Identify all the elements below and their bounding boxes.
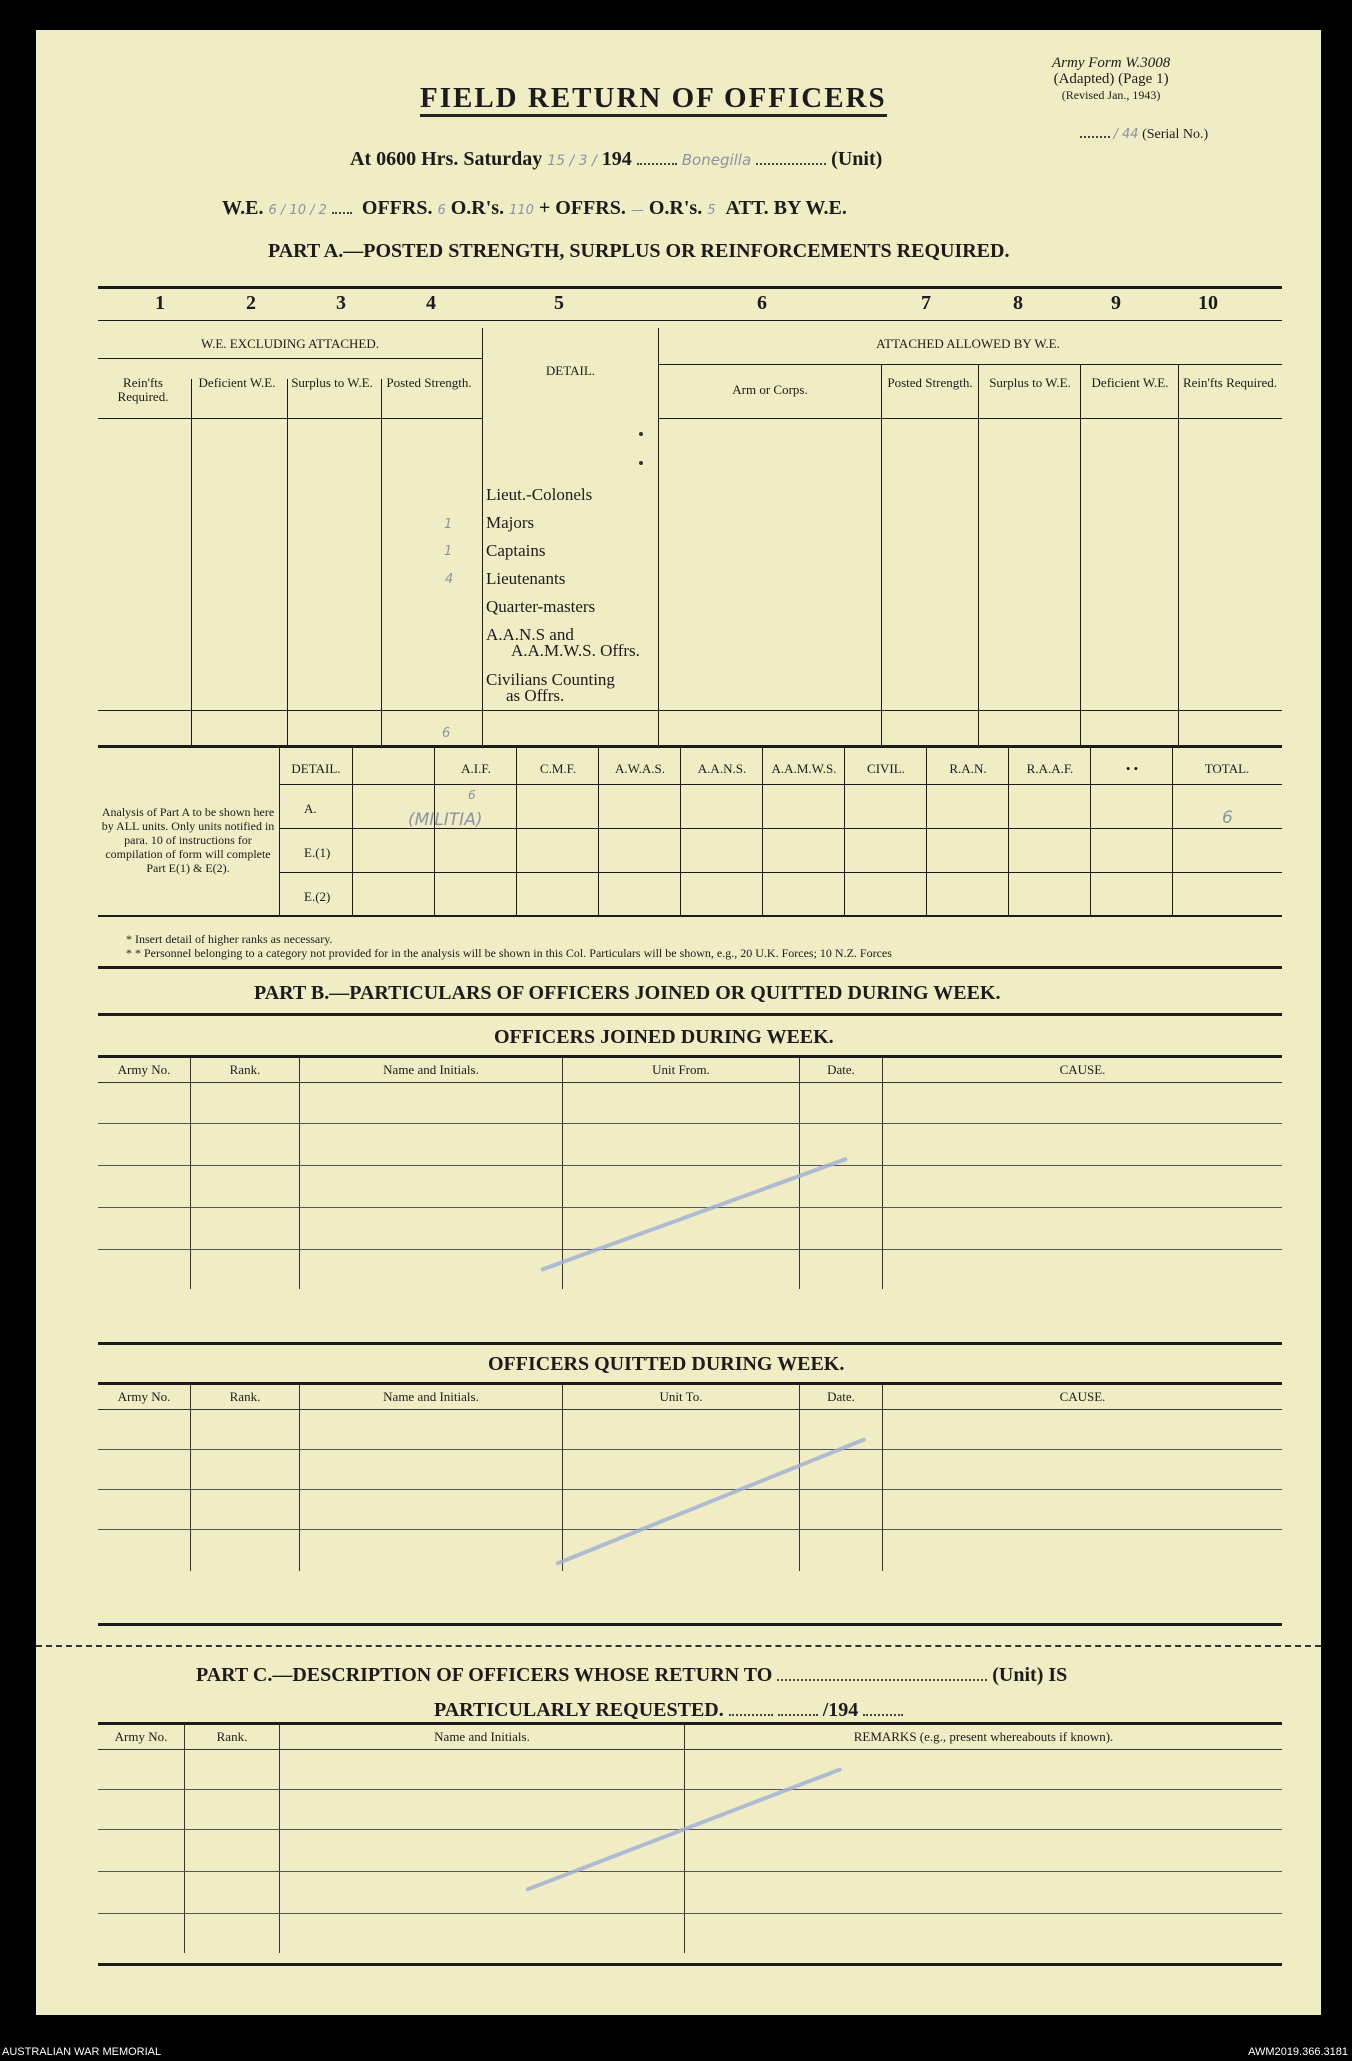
vline-5 [658,328,659,745]
part-c-row [98,1829,1282,1871]
analysis-header-aamws: A.A.M.W.S. [771,761,837,776]
col-number-8: 8 [1013,292,1023,314]
col-number-3: 3 [336,292,346,314]
part-c-header-name: Name and Initials. [280,1725,685,1749]
analysis-row-e1: E.(1) [304,845,331,860]
col-number-10: 10 [1198,292,1218,314]
vline-7 [978,365,979,745]
we-hand: 6 / 10 / 2 [268,203,327,218]
joined-header-name: Name and Initials. [300,1058,563,1082]
col-number-2: 2 [246,292,256,314]
col-number-5: 5 [554,292,564,314]
plus-offrs-hand: — [630,203,644,218]
serial-dots [1080,118,1110,138]
quitted-header-unit-to: Unit To. [563,1385,800,1409]
analysis-bottom-rule [98,915,1282,917]
analysis-header-aans: A.A.N.S. [697,761,747,776]
att-label: ATT. BY W.E. [725,197,847,219]
right-header-arm: Arm or Corps. [732,382,808,397]
analysis-header-cmf: C.M.F. [539,761,577,776]
part-c-unit-label: (Unit) IS [992,1664,1068,1686]
joined-row [98,1165,1282,1207]
analysis-row-a: A. [304,801,317,816]
joined-header-cause: CAUSE. [883,1058,1283,1082]
col-number-6: 6 [757,292,767,314]
part-c-header-rank: Rank. [185,1725,280,1749]
detail-majors: Majors [486,513,535,532]
quitted-title: OFFICERS QUITTED DURING WEEK. [488,1353,845,1375]
analysis-header-civil: CIVIL. [867,761,905,776]
we-dots [332,194,352,214]
att-group-rule [658,364,1282,365]
left-header-posted: Posted Strength. [386,375,472,390]
form-title: FIELD RETURN OF OFFICERS [420,82,887,117]
hand-total-col4: 6 [442,726,451,741]
joined-row [98,1082,1282,1123]
analysis-header-raaf: R.A.A.F. [1026,761,1074,776]
part-c-header-army-no: Army No. [98,1725,185,1749]
asterisk-dot-2 [639,461,643,465]
vline-2 [287,379,288,745]
serial-hand: / 44 [1113,127,1139,142]
quitted-header-name: Name and Initials. [300,1385,563,1409]
tear-line [36,1645,1321,1647]
col-number-rule [98,320,1282,321]
quitted-table [98,1385,1282,1571]
part-a-total-rule [98,710,1282,711]
right-header-posted: Posted Strength. [887,375,973,390]
part-b-title-rule [98,1013,1282,1016]
ors2-hand: 5 [707,203,716,218]
part-c-bottom-rule [98,1963,1282,1966]
date-hand: 15 / 3 / [547,153,597,169]
form-ref-line1: Army Form W.3008 [1052,55,1171,71]
analysis-header-total: TOTAL. [1204,761,1250,776]
part-c-header-remarks: REMARKS (e.g., present whereabouts if known). [685,1725,1283,1749]
form-reference [1052,55,1170,103]
analysis-header-detail: DETAIL. [291,761,341,776]
col-number-7: 7 [921,292,931,314]
joined-row [98,1249,1282,1289]
form-sheet [36,30,1321,2015]
unit-dots [756,145,826,165]
analysis-header-ran: R.A.N. [949,761,987,776]
part-c-line2 [434,1696,903,1722]
left-subheader-rule [98,418,482,419]
part-c-date-dots-2 [778,1696,818,1716]
we-label: W.E. [222,197,264,219]
quitted-header-army-no: Army No. [98,1385,191,1409]
part-c-row [98,1789,1282,1829]
we-group-rule [98,358,482,359]
report-date-line [350,145,882,171]
attached-allowed-heading: ATTACHED ALLOWED BY W.E. [876,336,1060,351]
detail-as-offrs: as Offrs. [506,686,565,705]
footnote-1: * Insert detail of higher ranks as necessary. [126,932,333,946]
analysis-row-rule-2 [279,872,1282,873]
analysis-vline-1 [352,748,353,915]
vline-3 [381,379,382,745]
archive-caption-right: AWM2019.366.3181 [1248,2046,1348,2058]
joined-header-rank: Rank. [191,1058,300,1082]
col-number-4: 4 [426,292,436,314]
ors-hand: 110 [509,203,534,218]
detail-heading: DETAIL. [545,363,596,378]
left-header-reinfts: Rein'fts Required. [117,375,169,404]
analysis-header-rule [279,784,1282,785]
quitted-row [98,1449,1282,1489]
analysis-header-aif: A.I.F. [461,761,491,776]
quitted-header-rank: Rank. [191,1385,300,1409]
detail-aans: A.A.N.S and [486,625,574,644]
hand-majors: 1 [444,517,453,532]
part-c-row [98,1913,1282,1953]
establishment-line [222,194,847,220]
hand-militia-note: (MILITIA) [408,810,483,830]
hand-captains: 1 [444,544,453,559]
quitted-row [98,1529,1282,1571]
quitted-header-cause: CAUSE. [883,1385,1283,1409]
date-prefix: At 0600 Hrs. Saturday [350,148,543,170]
offrs-hand: 6 [437,203,446,218]
offrs-label: OFFRS. [361,197,433,219]
part-c-year: /194 [822,1699,859,1721]
quitted-row [98,1409,1282,1449]
left-header-deficient: Deficient W.E. [198,375,276,390]
joined-header-date: Date. [800,1058,883,1082]
hand-lieutenants: 4 [445,572,454,587]
detail-lt-colonels: Lieut.-Colonels [486,485,593,504]
part-b-top-rule [98,966,1282,969]
plus-offrs-label: + OFFRS. [538,197,626,219]
part-a-top-rule [98,286,1282,289]
vline-8 [1080,365,1081,745]
right-header-reinfts: Rein'fts Required. [1182,375,1278,390]
ors2-label: O.R's. [648,197,703,219]
part-c-date-dots-3 [863,1696,903,1716]
date-year: 194 [601,148,632,170]
unit-hand: Bonegilla [681,151,752,169]
serial-label: (Serial No.) [1142,127,1209,142]
quitted-bottom-rule [98,1623,1282,1626]
asterisk-dot-1 [639,432,643,436]
ors-label: O.R's. [450,197,505,219]
part-c-requested: PARTICULARLY REQUESTED. [434,1699,724,1721]
joined-title: OFFICERS JOINED DURING WEEK. [494,1026,834,1048]
analysis-header-awas: A.W.A.S. [614,761,666,776]
vline-6 [881,365,882,745]
form-ref-line3: (Revised Jan., 1943) [1061,88,1161,102]
part-b-title: PART B.—PARTICULARS OF OFFICERS JOINED OR QUITTED DURING WEEK. [254,982,1001,1004]
unit-label: (Unit) [831,148,883,170]
quitted-header-date: Date. [800,1385,883,1409]
joined-header-army-no: Army No. [98,1058,191,1082]
we-excluding-heading: W.E. EXCLUDING ATTACHED. [201,336,379,351]
part-a-title: PART A.—POSTED STRENGTH, SURPLUS OR REINFORCEMENTS REQUIRED. [268,240,1010,262]
left-header-surplus: Surplus to W.E. [291,375,373,390]
part-c-unit-dots [777,1661,987,1681]
detail-civilians: Civilians Counting [486,670,615,689]
analysis-header-other: • • [1125,761,1139,776]
part-c-line1 [196,1661,1067,1687]
joined-table [98,1058,1282,1289]
analysis-row-e2: E.(2) [304,889,331,904]
col-number-1: 1 [155,292,165,314]
serial-number [1080,118,1208,143]
footnote-2: * * Personnel belonging to a category not provided for in the analysis will be shown in this Col. Particulars will be shown, e.g., 20 U.K. Forces; 10 N.Z. Forces [126,946,892,960]
form-ref-line2: (Adapted) (Page 1) [1053,71,1169,87]
right-header-deficient: Deficient W.E. [1091,375,1169,390]
part-c-row [98,1749,1282,1789]
part-c-table [98,1725,1282,1953]
analysis-note: Analysis of Part A to be shown here by ALL units. Only units notified in para. 10 of instructions for compilation of form will complete Part E(1) & E(2). [101,805,275,875]
joined-bottom-rule [98,1342,1282,1345]
vline-4 [482,328,483,745]
part-c-heading: PART C.—DESCRIPTION OF OFFICERS WHOSE RETURN TO [196,1664,773,1686]
right-subheader-rule [658,418,1282,419]
archive-caption-left: AUSTRALIAN WAR MEMORIAL [2,2046,162,2058]
joined-header-unit-from: Unit From. [563,1058,800,1082]
joined-row [98,1123,1282,1165]
detail-captains: Captains [486,541,546,560]
part-c-row [98,1871,1282,1913]
hand-total-value: 6 [1222,808,1233,828]
hand-aif-value: 6 [468,788,476,802]
right-header-surplus: Surplus to W.E. [989,375,1071,390]
detail-aamws: A.A.M.W.S. Offrs. [511,641,640,660]
col-number-9: 9 [1111,292,1121,314]
vline-1 [191,379,192,745]
detail-lieutenants: Lieutenants [486,569,566,588]
part-a-bottom-rule [98,745,1282,748]
vline-9 [1178,365,1179,745]
year-dots [637,145,677,165]
part-c-date-dots-1 [729,1696,773,1716]
detail-quartermasters: Quarter-masters [486,597,596,616]
